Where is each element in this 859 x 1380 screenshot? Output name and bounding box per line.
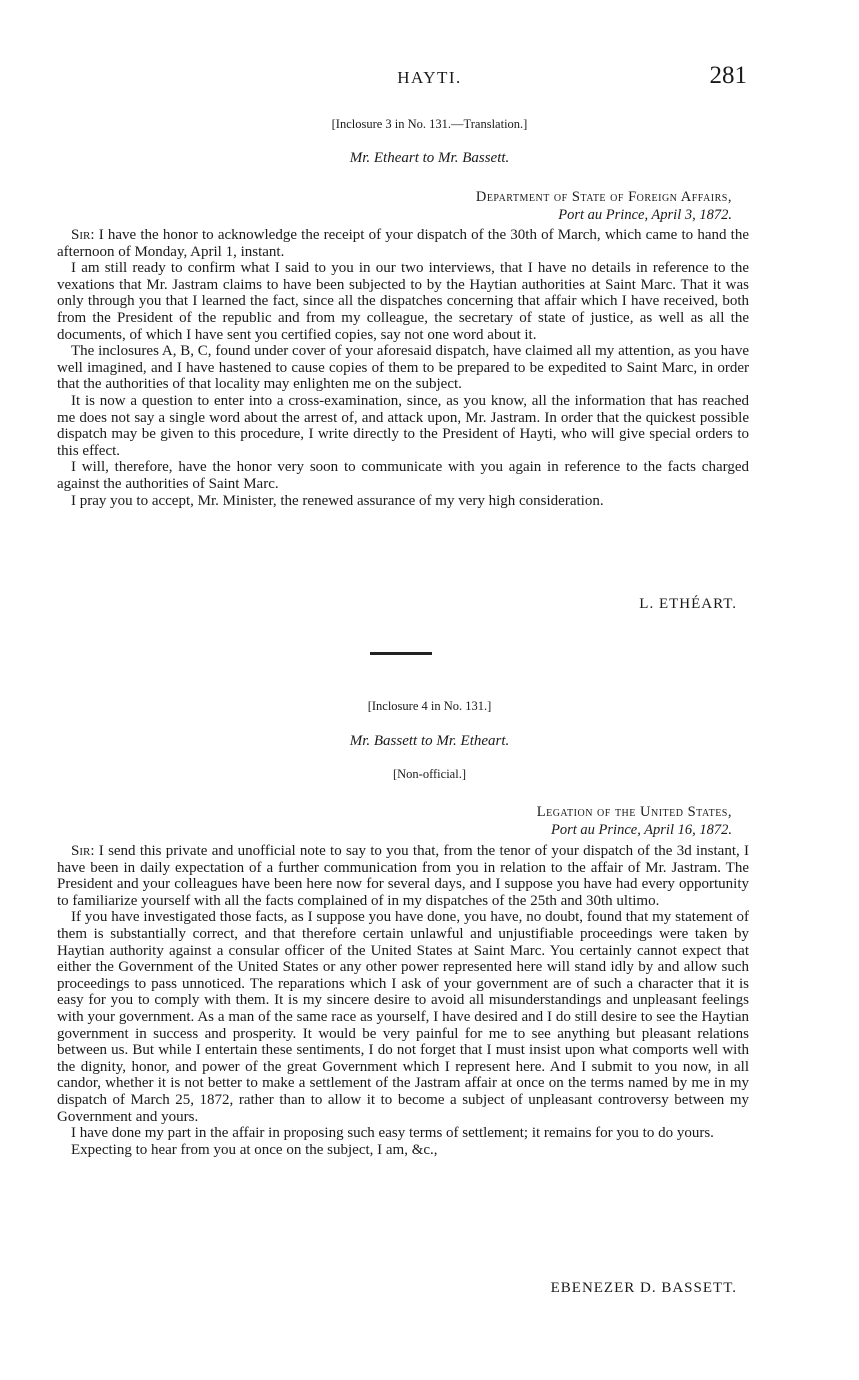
inclosure-3-paragraph-2: I am still ready to confirm what I said to you in our two interviews, that I have no details in reference to the vexations that Mr. Jastram claims to have been subjected to by the Haytian authorities at Saint Marc. That it was only through you that I learned the fact, since all the dispatches concerning that affair which I have received, both from the President of the republic and from my colleague, the secretary of state of justice, as well as all the documents, of which I have sent you certified copies, say not one word about it.	[57, 260, 749, 343]
nonofficial-note: [Non-official.]	[392, 767, 466, 781]
inclosure-3-paragraph-1	[57, 227, 749, 260]
inclosure-4-paragraph-2: If you have investigated those facts, as I suppose you have done, you have, no doubt, found that my statement of them is substantially correct, and that therefore certain unlawful and unjustifiable proceedings were taken by Haytian authority against a consular officer of the United States at Saint Marc. You certainly cannot expect that either the Government of the United States or any other power represented here will stand idly by and allow such proceedings to pass unnoticed. The reparations which I ask of your government are of such a character that it is easy for you to comply with them. It is my sincere desire to avoid all misunderstandings and unpleasant feelings with your government. As a man of the same race as yourself, I have desired and I do still desire to see the Haytian government in success and prosperity. It would be very painful for me to see anything but pleasant relations between us. But while I entertain these sentiments, I do not forget that I must insist upon what comports well with the dignity, honor, and power of the great Government which I represent here. And I submit to you now, in all candor, whether it is not better to make a settlement of the Jastram affair at once on the terms named by me in my dispatch of March 25, 1872, rather than to allow it to become a subject of unpleasant controversy between my Government and yours.	[57, 909, 749, 1125]
inclosure-3-body	[57, 227, 749, 509]
inclosure-4-dateline	[537, 803, 732, 839]
inclosure-3-paragraph-5: I will, therefore, have the honor very soon to communicate with you again in reference to the facts charged against the authorities of Saint Marc.	[57, 459, 749, 492]
inclosure-3-paragraph-3: The inclosures A, B, C, found under cover of your aforesaid dispatch, have claimed all my attention, as you have well imagined, and I have hastened to cause copies of them to be prepared to be expedited to Saint Marc, in order that the authorities of that locality may enlighten me on the subject.	[57, 343, 749, 393]
inclosure-4-place-date: Port au Prince, April 16, 1872.	[551, 822, 732, 838]
inclosure-3-place-date: Port au Prince, April 3, 1872.	[558, 207, 732, 223]
inclosure-4-org: Legation of the United States,	[536, 804, 732, 820]
inclosure-4-title: Mr. Bassett to Mr. Etheart.	[349, 733, 510, 749]
inclosure-4-paragraph-1-text: I send this private and unofficial note to say to you that, from the tenor of your dispatch of the 3d instant, I have been in daily expectation of a further communication from you in relation to the affair of Mr. Jastram. The President and your colleagues have been here now for several days, and I suppose you have had every opportunity to familiarize yourself with all the facts complained of in my dispatches of the 25th and 30th ultimo.	[57, 843, 750, 909]
inclosure-4-salutation: Sir:	[71, 843, 95, 859]
running-title: HAYTI.	[397, 68, 462, 87]
inclosure-3-dateline	[476, 188, 732, 224]
inclosure-3-paragraph-4: It is now a question to enter into a cross-examination, since, as you know, all the information that has reached me does not say a single word about the arrest of, and attack upon, Mr. Jastram. In order that the quickest possible dispatch may be given to this procedure, I write directly to the President of Hayti, who will give special orders to this effect.	[57, 392, 749, 459]
inclosure-3-signature: L. ETHÉART.	[639, 596, 737, 612]
inclosure-4-paragraph-4: Expecting to hear from you at once on the subject, I am, &c.,	[71, 1141, 438, 1158]
inclosure-4-paragraph-3: I have done my part in the affair in proposing such easy terms of settlement; it remains for you to do yours.	[71, 1125, 714, 1142]
page-header	[0, 62, 859, 102]
inclosure-3-heading: [Inclosure 3 in No. 131.—Translation.]	[331, 117, 528, 131]
inclosure-3-org: Department of State of Foreign Affairs,	[475, 189, 732, 205]
inclosure-3-salutation: Sir:	[71, 227, 95, 243]
inclosure-4-signature: EBENEZER D. BASSETT.	[550, 1280, 737, 1296]
section-divider	[370, 652, 432, 655]
inclosure-3-paragraph-1-text: I have the honor to acknowledge the receipt of your dispatch of the 30th of March, which came to hand the afternoon of Monday, April 1, instant.	[57, 227, 749, 260]
inclosure-3-paragraph-6: I pray you to accept, Mr. Minister, the renewed assurance of my very high consideration.	[71, 492, 604, 509]
page-number: 281	[709, 62, 747, 89]
inclosure-4-paragraph-1	[57, 843, 749, 909]
inclosure-4-heading: [Inclosure 4 in No. 131.]	[367, 699, 492, 713]
inclosure-4-body	[57, 843, 749, 1158]
inclosure-3-title: Mr. Etheart to Mr. Bassett.	[349, 150, 510, 166]
